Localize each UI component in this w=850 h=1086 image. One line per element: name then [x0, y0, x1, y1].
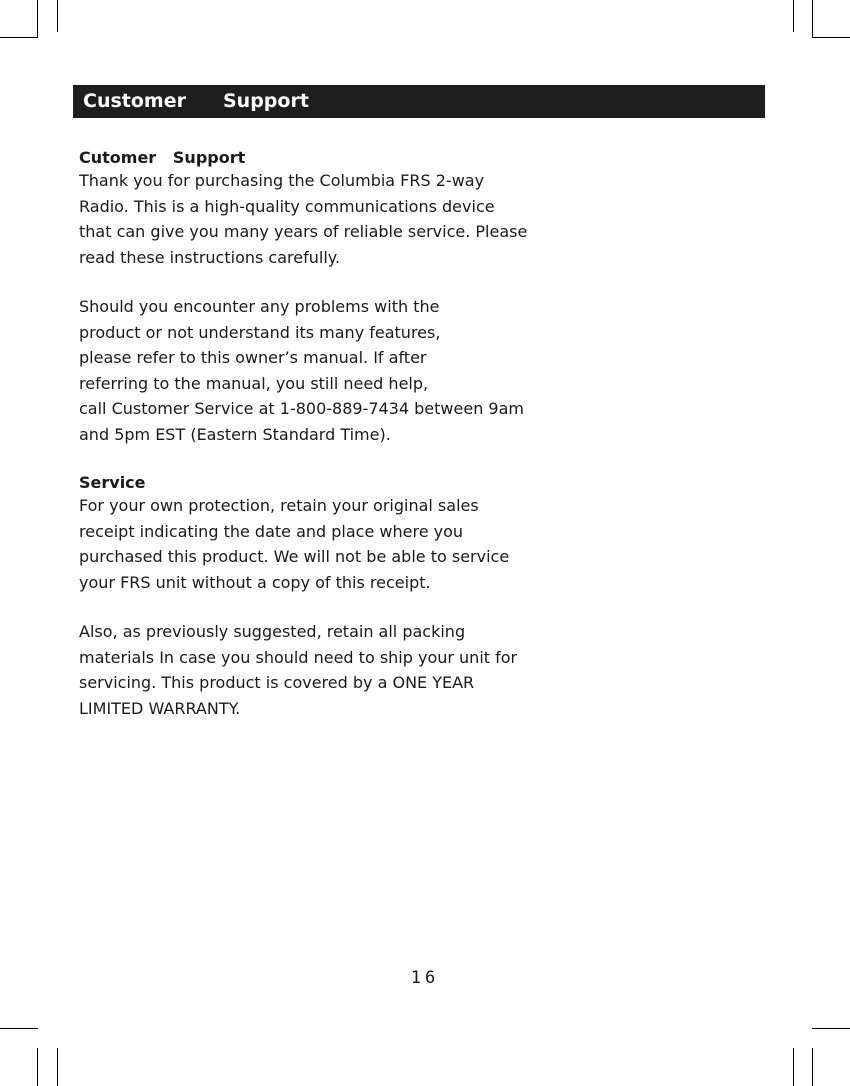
paragraph-line: Also, as previously suggested, retain all packing — [79, 622, 466, 641]
service-warranty-paragraph — [79, 619, 517, 721]
paragraph-line: purchased this product. We will not be able to service — [79, 547, 510, 566]
customer-support-heading: Cutomer Support — [79, 148, 246, 167]
crop-mark-top-right-v2 — [812, 0, 813, 38]
crop-mark-top-left-v2 — [57, 0, 58, 32]
crop-mark-top-right-h — [812, 37, 850, 38]
paragraph-line: Radio. This is a high-quality communications device — [79, 196, 495, 216]
crop-mark-bottom-left-v — [37, 1048, 38, 1086]
paragraph-line: please refer to this owner’s manual. If after — [79, 348, 427, 367]
customer-support-help-paragraph — [79, 294, 527, 447]
crop-mark-bottom-right-h — [812, 1028, 850, 1029]
paragraph-line: receipt indicating the date and place where you — [79, 521, 464, 541]
crop-mark-top-left-h — [0, 37, 38, 38]
paragraph-line: servicing. This product is covered by a ONE YEAR — [79, 673, 475, 692]
paragraph-line: that can give you many years of reliable service. Please — [79, 222, 528, 241]
paragraph-line: and 5pm EST (Eastern Standard Time). — [79, 424, 391, 444]
service-heading: Service — [79, 473, 146, 492]
paragraph-line: read these instructions carefully. — [79, 247, 341, 267]
paragraph-line: Should you encounter any problems with the — [79, 297, 440, 316]
crop-mark-top-left-v — [37, 0, 38, 38]
crop-mark-bottom-right-v — [793, 1048, 794, 1086]
crop-mark-bottom-left-v2 — [57, 1048, 58, 1086]
paragraph-line: Thank you for purchasing the Columbia FRS 2-way — [79, 171, 485, 190]
paragraph-line-phone: call Customer Service at 1-800-889-7434 between 9am — [79, 399, 524, 418]
service-receipt-paragraph — [79, 493, 517, 595]
paragraph-line: referring to the manual, you still need help, — [79, 373, 429, 393]
paragraph-line: product or not understand its many features, — [79, 322, 441, 342]
paragraph-line: your FRS unit without a copy of this receipt. — [79, 572, 431, 592]
customer-support-intro-paragraph — [79, 168, 527, 270]
section-header-bar — [73, 85, 765, 118]
service-section — [79, 471, 517, 721]
paragraph-line: For your own protection, retain your original sales — [79, 496, 479, 515]
paragraph-line: materials In case you should need to ship your unit for — [79, 647, 518, 667]
customer-support-section — [79, 146, 527, 447]
crop-mark-top-right-v — [793, 0, 794, 32]
paragraph-line: LIMITED WARRANTY. — [79, 698, 241, 718]
crop-mark-bottom-left-h — [0, 1028, 38, 1029]
page-number: 16 — [410, 968, 440, 988]
header-title-word-2: Support — [223, 90, 309, 112]
header-title-word-1: Customer — [83, 90, 186, 112]
crop-mark-bottom-right-v2 — [812, 1048, 813, 1086]
